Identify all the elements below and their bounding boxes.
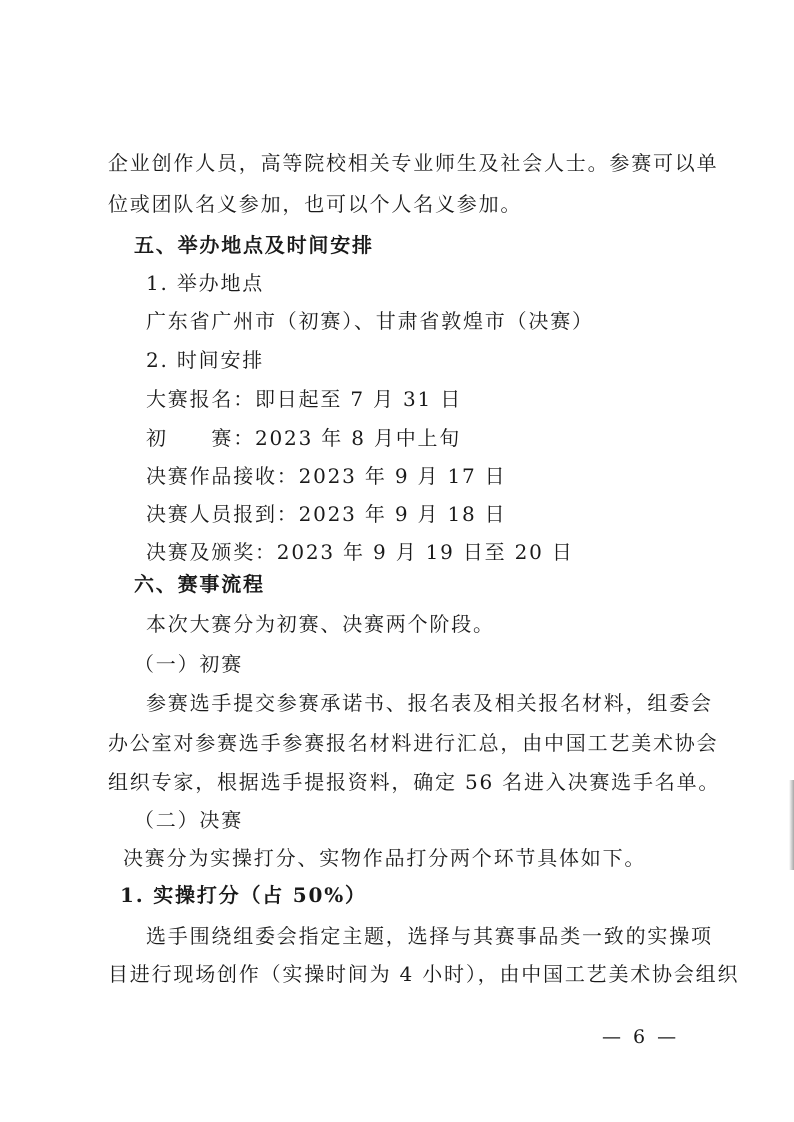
paragraph-line: 组织专家，根据选手提报资料，确定 56 名进入决赛选手名单。	[108, 770, 721, 794]
scan-edge-shadow	[789, 780, 794, 870]
section-heading: 六、赛事流程	[134, 572, 265, 596]
item-title	[120, 880, 367, 910]
schedule-item: 大赛报名：即日起至 7 月 31 日	[146, 387, 463, 411]
paragraph-line: 选手围绕组委会指定主题，选择与其赛事品类一致的实操项	[146, 924, 713, 948]
page-number: — 6 —	[602, 1026, 680, 1048]
paragraph-line: 广东省广州市（初赛）、甘肃省敦煌市（决赛）	[146, 309, 594, 333]
paragraph-line: 目进行现场创作（实操时间为 4 小时），由中国工艺美术协会组织	[108, 962, 740, 986]
subsection-title: （二）决赛	[134, 808, 243, 832]
paragraph-line: 位或团队名义参加，也可以个人名义参加。	[108, 192, 523, 216]
paragraph-line: 办公室对参赛选手参赛报名材料进行汇总，由中国工艺美术协会	[108, 731, 719, 755]
paragraph-line: 企业创作人员，高等院校相关专业师生及社会人士。参赛可以单	[108, 151, 719, 175]
paragraph-line: 决赛分为实操打分、实物作品打分两个环节具体如下。	[123, 846, 647, 870]
paragraph-line: 参赛选手提交参赛承诺书、报名表及相关报名材料，组委会	[146, 691, 713, 715]
subsection-title: 2. 时间安排	[146, 348, 265, 372]
schedule-item: 决赛及颁奖：2023 年 9 月 19 日至 20 日	[146, 540, 574, 564]
section-heading: 五、举办地点及时间安排	[134, 233, 374, 257]
schedule-item: 初 赛：2023 年 8 月中上旬	[146, 426, 462, 450]
schedule-item: 决赛人员报到：2023 年 9 月 18 日	[146, 502, 507, 526]
item-title-text: 1. 实操打分（占 50%）	[120, 883, 367, 907]
subsection-title: （一）初赛	[134, 652, 243, 676]
schedule-item: 决赛作品接收：2023 年 9 月 17 日	[146, 464, 507, 488]
subsection-title: 1. 举办地点	[146, 271, 265, 295]
paragraph-line: 本次大赛分为初赛、决赛两个阶段。	[146, 612, 495, 636]
